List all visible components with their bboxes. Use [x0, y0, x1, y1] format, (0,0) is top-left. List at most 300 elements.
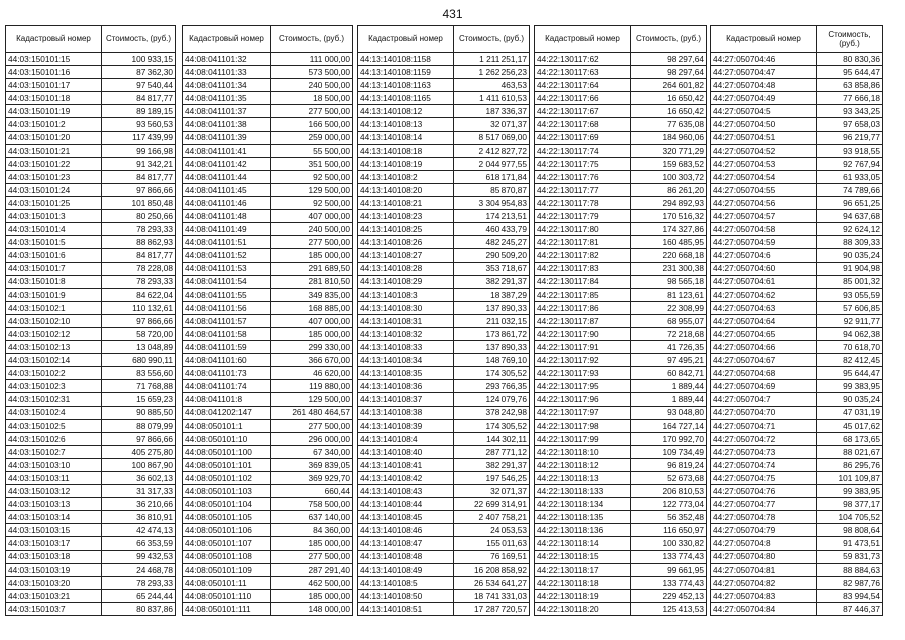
table-row: [711, 354, 883, 367]
cadastral-number: 44:08:041101:60: [183, 354, 271, 367]
table-row: [535, 131, 707, 144]
table-row: [711, 380, 883, 393]
cadastral-number: 44:27:050704:5: [711, 105, 817, 118]
cost-value: 97 658,03: [817, 118, 883, 131]
cost-value: 148 000,00: [271, 602, 353, 615]
cost-value: 84 817,77: [102, 170, 176, 183]
table-row: [711, 367, 883, 380]
cost-value: 184 960,06: [631, 131, 707, 144]
table-row: [711, 458, 883, 471]
cadastral-number: 44:22:130117:78: [535, 197, 631, 210]
cost-value: 100 330,82: [631, 537, 707, 550]
cost-value: 98 808,64: [817, 524, 883, 537]
cost-value: 185 000,00: [271, 537, 353, 550]
cadastral-number: 44:03:150102:2: [6, 367, 102, 380]
cadastral-number: 44:27:050704:55: [711, 183, 817, 196]
cost-value: 32 071,37: [454, 485, 530, 498]
table-row: [711, 550, 883, 563]
table-row: [6, 380, 176, 393]
table-row: [6, 262, 176, 275]
cadastral-number: 44:13:140108:31: [358, 314, 454, 327]
cadastral-table-2: [182, 25, 353, 616]
cost-value: 92 624,12: [817, 223, 883, 236]
cost-value: 8 517 069,00: [454, 131, 530, 144]
cost-value: 287 291,40: [271, 563, 353, 576]
cadastral-number: 44:22:130118:19: [535, 589, 631, 602]
table-row: [6, 66, 176, 79]
table-row: [183, 66, 353, 79]
cost-value: 16 650,42: [631, 105, 707, 118]
table-row: [6, 511, 176, 524]
table-row: [358, 236, 530, 249]
cadastral-number: 44:27:050704:76: [711, 485, 817, 498]
table-row: [358, 445, 530, 458]
cadastral-number: 44:13:140108:5: [358, 576, 454, 589]
cost-value: 164 727,14: [631, 419, 707, 432]
cost-value: 18 387,29: [454, 288, 530, 301]
table-row: [183, 472, 353, 485]
cost-value: 277 500,00: [271, 419, 353, 432]
cadastral-number: 44:22:130117:81: [535, 236, 631, 249]
cadastral-number: 44:08:050101:10: [183, 432, 271, 445]
cadastral-number: 44:27:050704:64: [711, 314, 817, 327]
cost-value: 291 689,50: [271, 262, 353, 275]
cost-value: 366 670,00: [271, 354, 353, 367]
table-row: [535, 53, 707, 66]
table-row: [358, 301, 530, 314]
cost-value: 211 032,15: [454, 314, 530, 327]
cost-value: 60 842,71: [631, 367, 707, 380]
cadastral-number: 44:22:130118:15: [535, 550, 631, 563]
table-row: [358, 576, 530, 589]
cost-value: 97 866,66: [102, 314, 176, 327]
table-row: [183, 144, 353, 157]
table-row: [711, 589, 883, 602]
cost-value: 74 789,66: [817, 183, 883, 196]
table-row: [358, 563, 530, 576]
table-row: [358, 550, 530, 563]
table-row: [535, 432, 707, 445]
table-header-row: [183, 26, 353, 53]
table-row: [358, 92, 530, 105]
cadastral-number: 44:08:041101:52: [183, 249, 271, 262]
table-row: [358, 458, 530, 471]
table-row: [183, 118, 353, 131]
cost-value: 84 817,77: [102, 92, 176, 105]
cost-value: 463,53: [454, 79, 530, 92]
table-row: [535, 576, 707, 589]
cadastral-number: 44:22:130117:79: [535, 210, 631, 223]
table-row: [358, 262, 530, 275]
cost-value: 618 171,84: [454, 170, 530, 183]
cadastral-number: 44:03:150103:10: [6, 458, 102, 471]
cost-value: 185 000,00: [271, 327, 353, 340]
cadastral-number: 44:22:130117:67: [535, 105, 631, 118]
table-row: [358, 498, 530, 511]
table-row: [183, 183, 353, 196]
table-row: [711, 79, 883, 92]
cost-value: 82 987,76: [817, 576, 883, 589]
cadastral-number: 44:03:150102:10: [6, 314, 102, 327]
cost-value: 56 352,48: [631, 511, 707, 524]
cost-value: 87 446,37: [817, 602, 883, 615]
cadastral-number: 44:22:130117:97: [535, 406, 631, 419]
cost-value: 90 035,24: [817, 249, 883, 262]
cost-value: 89 189,15: [102, 105, 176, 118]
header-cost: Стоимость, (руб.): [631, 26, 707, 53]
cadastral-number: 44:03:150103:17: [6, 537, 102, 550]
table-row: [183, 537, 353, 550]
table-row: [535, 472, 707, 485]
cadastral-number: 44:22:130118:135: [535, 511, 631, 524]
cadastral-number: 44:22:130117:98: [535, 419, 631, 432]
cadastral-number: 44:27:050704:60: [711, 262, 817, 275]
table-row: [711, 393, 883, 406]
table-row: [183, 79, 353, 92]
table-row: [358, 223, 530, 236]
table-row: [358, 170, 530, 183]
table-row: [711, 498, 883, 511]
cadastral-number: 44:03:150102:7: [6, 445, 102, 458]
table-row: [183, 550, 353, 563]
table-row: [6, 563, 176, 576]
table-row: [183, 458, 353, 471]
cadastral-number: 44:27:050704:61: [711, 275, 817, 288]
cadastral-number: 44:27:050704:72: [711, 432, 817, 445]
cadastral-number: 44:27:050704:79: [711, 524, 817, 537]
cost-value: 382 291,37: [454, 275, 530, 288]
cost-value: 124 079,76: [454, 393, 530, 406]
table-row: [535, 367, 707, 380]
cadastral-number: 44:27:050704:59: [711, 236, 817, 249]
table-header-row: [358, 26, 530, 53]
table-row: [358, 66, 530, 79]
table-row: [6, 458, 176, 471]
cost-value: 290 509,20: [454, 249, 530, 262]
cadastral-number: 44:13:140108:4: [358, 432, 454, 445]
cost-value: 3 304 954,83: [454, 197, 530, 210]
cost-value: 42 474,13: [102, 524, 176, 537]
cost-value: 87 362,30: [102, 66, 176, 79]
cost-value: 13 048,89: [102, 341, 176, 354]
cost-value: 99 432,53: [102, 550, 176, 563]
cost-value: 93 918,55: [817, 144, 883, 157]
cadastral-number: 44:22:130118:20: [535, 602, 631, 615]
table-row: [535, 445, 707, 458]
header-cost: Стоимость, (руб.): [271, 26, 353, 53]
table-row: [358, 157, 530, 170]
cost-value: 1 211 251,17: [454, 53, 530, 66]
cost-value: 170 992,70: [631, 432, 707, 445]
header-cost: Стоимость, (руб.): [102, 26, 176, 53]
cost-value: 137 890,33: [454, 301, 530, 314]
table-row: [358, 288, 530, 301]
cadastral-number: 44:08:041101:8: [183, 393, 271, 406]
table-row: [535, 550, 707, 563]
cadastral-number: 44:22:130117:85: [535, 288, 631, 301]
cadastral-number: 44:22:130117:64: [535, 79, 631, 92]
cadastral-number: 44:03:150103:21: [6, 589, 102, 602]
table-row: [6, 524, 176, 537]
cadastral-number: 44:03:150103:19: [6, 563, 102, 576]
cadastral-number: 44:03:150101:25: [6, 197, 102, 210]
table-row: [358, 131, 530, 144]
table-row: [535, 327, 707, 340]
table-header-row: [711, 26, 883, 53]
cadastral-number: 44:22:130117:76: [535, 170, 631, 183]
table-row: [535, 157, 707, 170]
cost-value: 1 889,44: [631, 393, 707, 406]
cost-value: 68 173,65: [817, 432, 883, 445]
cost-value: 299 330,00: [271, 341, 353, 354]
cost-value: 294 892,93: [631, 197, 707, 210]
cadastral-number: 44:27:050704:8: [711, 537, 817, 550]
cost-value: 90 035,24: [817, 393, 883, 406]
cost-value: 91 342,21: [102, 157, 176, 170]
table-row: [183, 275, 353, 288]
cost-value: 287 771,12: [454, 445, 530, 458]
cadastral-number: 44:08:050101:104: [183, 498, 271, 511]
table-row: [711, 105, 883, 118]
table-row: [358, 314, 530, 327]
cost-value: 482 245,27: [454, 236, 530, 249]
cost-value: 2 407 758,21: [454, 511, 530, 524]
cadastral-number: 44:13:140108:33: [358, 341, 454, 354]
cadastral-number: 44:08:050101:105: [183, 511, 271, 524]
cost-value: 76 169,51: [454, 550, 530, 563]
table-row: [183, 314, 353, 327]
cost-value: 101 850,48: [102, 197, 176, 210]
cost-value: 460 433,79: [454, 223, 530, 236]
table-row: [535, 563, 707, 576]
cost-value: 88 884,63: [817, 563, 883, 576]
cadastral-number: 44:08:041101:33: [183, 66, 271, 79]
table-row: [711, 432, 883, 445]
table-row: [183, 511, 353, 524]
cadastral-number: 44:13:140108:1163: [358, 79, 454, 92]
cadastral-number: 44:08:050101:106: [183, 524, 271, 537]
cadastral-number: 44:08:050101:108: [183, 550, 271, 563]
cost-value: 93 055,59: [817, 288, 883, 301]
cost-value: 67 340,00: [271, 445, 353, 458]
cost-value: 18 741 331,03: [454, 589, 530, 602]
cost-value: 70 618,70: [817, 341, 883, 354]
table-row: [6, 118, 176, 131]
cadastral-number: 44:13:140108:50: [358, 589, 454, 602]
cost-value: 91 904,98: [817, 262, 883, 275]
table-row: [535, 537, 707, 550]
cadastral-number: 44:03:150102:12: [6, 327, 102, 340]
table-row: [6, 79, 176, 92]
cadastral-number: 44:27:050704:80: [711, 550, 817, 563]
table-row: [183, 380, 353, 393]
cost-value: 1 411 610,53: [454, 92, 530, 105]
table-row: [183, 157, 353, 170]
table-row: [535, 341, 707, 354]
cost-value: 97 866,66: [102, 183, 176, 196]
table-row: [711, 341, 883, 354]
table-row: [711, 66, 883, 79]
cost-value: 91 473,51: [817, 537, 883, 550]
cost-value: 93 343,25: [817, 105, 883, 118]
table-row: [183, 432, 353, 445]
cadastral-table-3: [357, 25, 530, 616]
cost-value: 81 123,61: [631, 288, 707, 301]
cadastral-number: 44:13:140108:43: [358, 485, 454, 498]
cadastral-number: 44:08:050101:107: [183, 537, 271, 550]
cost-value: 86 261,20: [631, 183, 707, 196]
cadastral-number: 44:13:140108:44: [358, 498, 454, 511]
table-row: [535, 602, 707, 615]
cost-value: 320 771,29: [631, 144, 707, 157]
cost-value: 100 303,72: [631, 170, 707, 183]
table-row: [711, 288, 883, 301]
cadastral-number: 44:13:140108:47: [358, 537, 454, 550]
cadastral-number: 44:22:130117:83: [535, 262, 631, 275]
cadastral-number: 44:03:150102:1: [6, 301, 102, 314]
cost-value: 1 889,44: [631, 380, 707, 393]
table-row: [535, 485, 707, 498]
cost-value: 185 000,00: [271, 589, 353, 602]
table-row: [535, 393, 707, 406]
cost-value: 2 044 977,55: [454, 157, 530, 170]
cost-value: 65 244,44: [102, 589, 176, 602]
cadastral-number: 44:08:050101:103: [183, 485, 271, 498]
cadastral-number: 44:27:050704:7: [711, 393, 817, 406]
cost-value: 47 031,19: [817, 406, 883, 419]
cost-value: 88 021,67: [817, 445, 883, 458]
table-row: [183, 249, 353, 262]
table-row: [535, 105, 707, 118]
table-row: [6, 288, 176, 301]
table-row: [535, 589, 707, 602]
cadastral-number: 44:08:050101:102: [183, 472, 271, 485]
table-row: [183, 92, 353, 105]
table-row: [711, 576, 883, 589]
cost-value: 97 495,21: [631, 354, 707, 367]
cost-value: 22 308,99: [631, 301, 707, 314]
cost-value: 1 262 256,23: [454, 66, 530, 79]
table-row: [183, 327, 353, 340]
table-row: [6, 301, 176, 314]
table-row: [711, 157, 883, 170]
cadastral-number: 44:13:140108:42: [358, 472, 454, 485]
cost-value: 100 867,90: [102, 458, 176, 471]
cadastral-table-1: [5, 25, 176, 616]
cadastral-number: 44:03:150101:22: [6, 157, 102, 170]
cadastral-number: 44:03:150101:18: [6, 92, 102, 105]
cadastral-number: 44:27:050704:82: [711, 576, 817, 589]
table-row: [711, 183, 883, 196]
table-row: [183, 524, 353, 537]
table-row: [358, 210, 530, 223]
cost-value: 109 734,49: [631, 445, 707, 458]
cadastral-number: 44:27:050704:70: [711, 406, 817, 419]
cadastral-number: 44:08:050101:111: [183, 602, 271, 615]
cost-value: 166 500,00: [271, 118, 353, 131]
cadastral-number: 44:03:150101:23: [6, 170, 102, 183]
cadastral-number: 44:08:041101:44: [183, 170, 271, 183]
cadastral-number: 44:22:130117:87: [535, 314, 631, 327]
table-row: [535, 498, 707, 511]
cost-value: 57 606,85: [817, 301, 883, 314]
cost-value: 351 500,00: [271, 157, 353, 170]
cadastral-number: 44:13:140108:1159: [358, 66, 454, 79]
cadastral-number: 44:13:140108:46: [358, 524, 454, 537]
cadastral-number: 44:08:041101:57: [183, 314, 271, 327]
cost-value: 660,44: [271, 485, 353, 498]
cadastral-number: 44:22:130117:93: [535, 367, 631, 380]
cadastral-number: 44:08:041101:45: [183, 183, 271, 196]
cost-value: 78 293,33: [102, 275, 176, 288]
cost-value: 174 327,86: [631, 223, 707, 236]
table-row: [711, 223, 883, 236]
cost-value: 758 500,00: [271, 498, 353, 511]
table-row: [711, 327, 883, 340]
cadastral-number: 44:08:041101:73: [183, 367, 271, 380]
cost-value: 95 644,47: [817, 66, 883, 79]
cadastral-number: 44:08:050101:11: [183, 576, 271, 589]
cost-value: 349 835,00: [271, 288, 353, 301]
table-row: [183, 223, 353, 236]
cadastral-number: 44:03:150103:12: [6, 485, 102, 498]
table-row: [358, 197, 530, 210]
cadastral-number: 44:27:050704:62: [711, 288, 817, 301]
table-row: [535, 210, 707, 223]
cost-value: 78 228,08: [102, 262, 176, 275]
cost-value: 18 500,00: [271, 92, 353, 105]
cadastral-number: 44:03:150101:19: [6, 105, 102, 118]
table-row: [6, 236, 176, 249]
cost-value: 168 885,00: [271, 301, 353, 314]
header-cadastral: Кадастровый номер: [535, 26, 631, 53]
cadastral-number: 44:27:050704:51: [711, 131, 817, 144]
cost-value: 45 017,62: [817, 419, 883, 432]
cost-value: 144 302,11: [454, 432, 530, 445]
cost-value: 98 297,64: [631, 53, 707, 66]
cadastral-number: 44:03:150103:14: [6, 511, 102, 524]
cost-value: 148 769,10: [454, 354, 530, 367]
cadastral-number: 44:03:150101:6: [6, 249, 102, 262]
cadastral-number: 44:08:041101:48: [183, 210, 271, 223]
cadastral-number: 44:22:130118:12: [535, 458, 631, 471]
cost-value: 174 213,51: [454, 210, 530, 223]
page-number: 431: [442, 7, 463, 21]
cadastral-number: 44:03:150101:21: [6, 144, 102, 157]
header-cadastral: Кадастровый номер: [711, 26, 817, 53]
cadastral-number: 44:13:140108:51: [358, 602, 454, 615]
table-row: [6, 393, 176, 406]
cadastral-number: 44:03:150103:13: [6, 498, 102, 511]
cost-value: 77 666,18: [817, 92, 883, 105]
cadastral-number: 44:03:150101:9: [6, 288, 102, 301]
cost-value: 15 659,23: [102, 393, 176, 406]
cost-value: 229 452,13: [631, 589, 707, 602]
cost-value: 24 053,53: [454, 524, 530, 537]
table-row: [6, 589, 176, 602]
cost-value: 173 861,72: [454, 327, 530, 340]
table-row: [183, 105, 353, 118]
cost-value: 88 079,99: [102, 419, 176, 432]
table-row: [6, 183, 176, 196]
cost-value: 93 560,53: [102, 118, 176, 131]
cadastral-number: 44:27:050704:69: [711, 380, 817, 393]
cadastral-number: 44:08:041101:51: [183, 236, 271, 249]
cadastral-number: 44:27:050704:56: [711, 197, 817, 210]
cadastral-number: 44:13:140108:38: [358, 406, 454, 419]
cadastral-number: 44:08:041101:54: [183, 275, 271, 288]
cadastral-number: 44:13:140108:13: [358, 118, 454, 131]
